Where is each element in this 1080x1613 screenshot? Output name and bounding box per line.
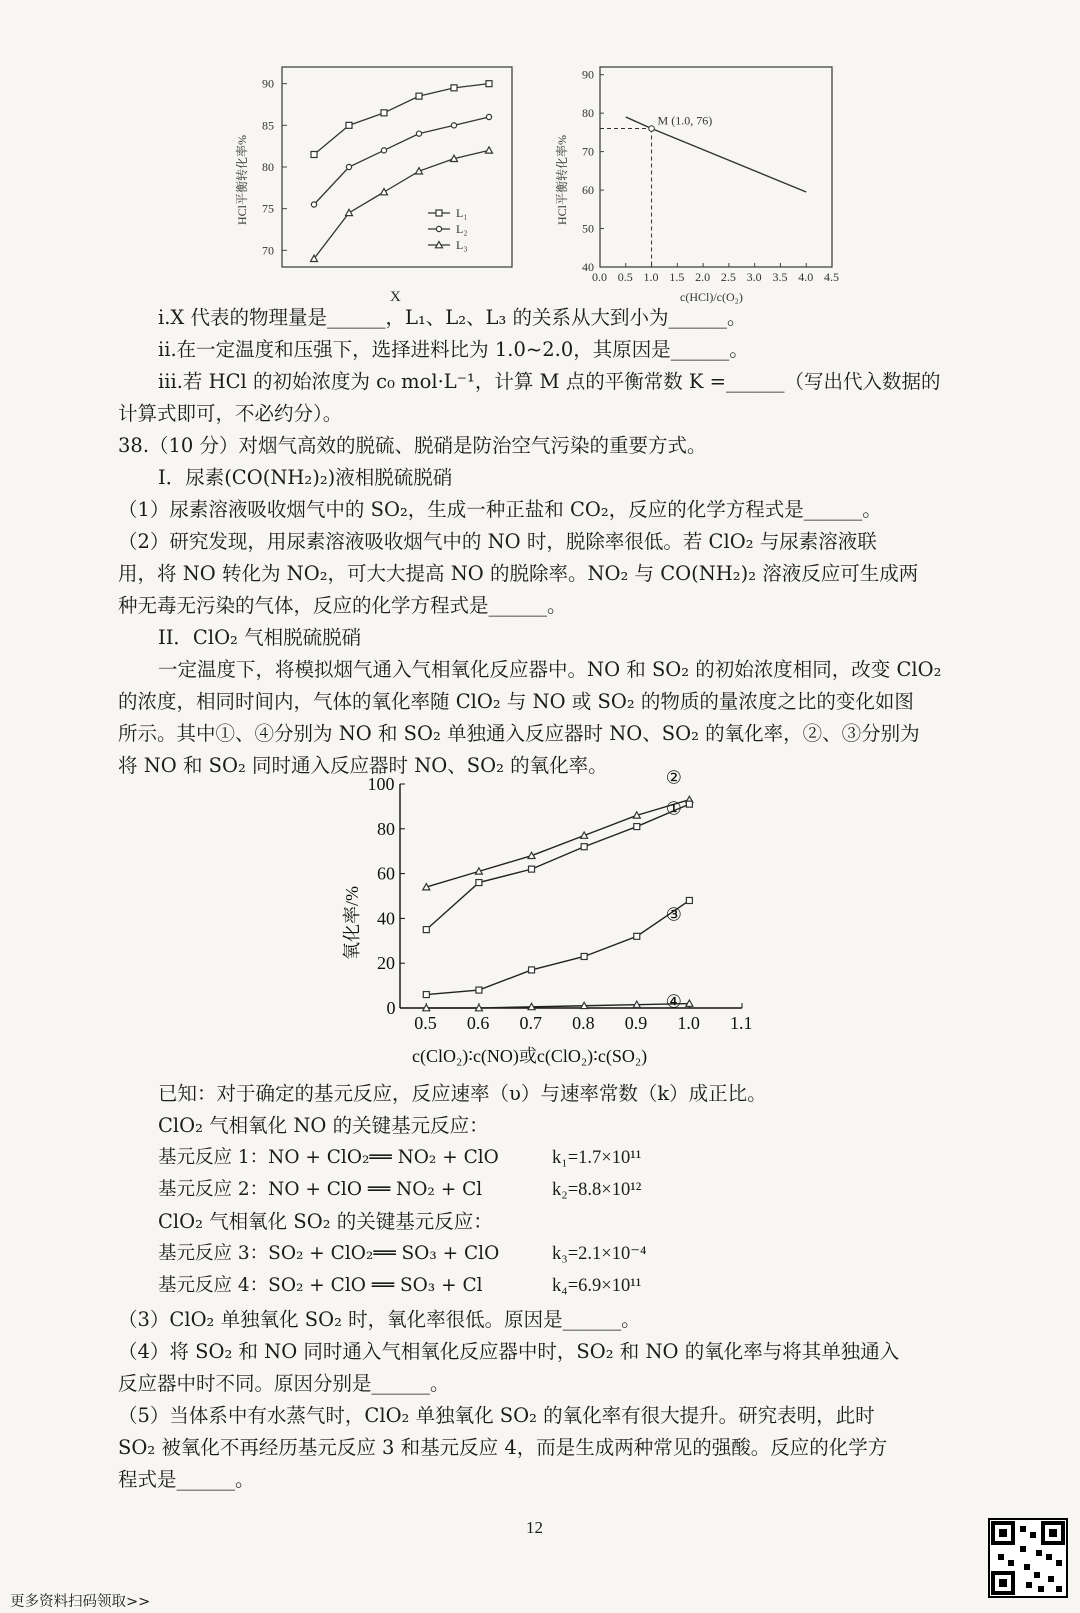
chart3-data-point <box>529 967 535 973</box>
chart1-data-point <box>346 209 353 215</box>
chart2-xtick-label: 3.5 <box>772 270 788 284</box>
chart1-legend-marker <box>436 210 442 216</box>
chart1-data-point <box>381 110 387 116</box>
chart1-data-point <box>486 147 493 153</box>
chart1-data-point <box>451 123 456 128</box>
chart3-ytick-label: 60 <box>377 863 395 884</box>
chart1-legend-marker <box>436 226 441 231</box>
chart3-data-point <box>423 992 429 998</box>
chart2-ytick-label: 80 <box>582 106 594 121</box>
chart1-data-point <box>486 81 492 87</box>
chart2-ytick-label: 50 <box>582 221 594 236</box>
chart3-xtick-label: 0.6 <box>466 1013 490 1033</box>
chart3-ytick-label: 100 <box>367 774 395 794</box>
chart1-legend-label: L₃ <box>456 238 468 252</box>
chart3-series-label: ① <box>665 798 682 819</box>
chart2-ytick-label: 40 <box>582 260 594 274</box>
chart1-legend-label: L₁ <box>456 206 468 220</box>
chart3-ytick-label: 80 <box>377 818 395 839</box>
chart3-ylabel: 氧化率/% <box>342 886 362 960</box>
chart1-xlabel: X <box>390 289 401 305</box>
chart3-data-point <box>529 866 535 872</box>
description-line1: 一定温度下，将模拟烟气通入气相氧化反应器中。NO 和 SO₂ 的初始浓度相同，改变 ClO₂ <box>158 658 942 681</box>
description-line3: 所示。其中①、④分别为 NO 和 SO₂ 单独通入反应器时 NO、SO₂ 的氧化率，②、③分别为 <box>118 722 920 745</box>
chart3-ytick-label: 40 <box>377 908 395 929</box>
chart2-xtick-label: 1.0 <box>643 270 659 284</box>
question-ii: ii.在一定温度和压强下，选择进料比为 1.0~2.0，其原因是______。 <box>158 338 749 361</box>
chart3-xtick-label: 0.5 <box>414 1013 437 1033</box>
chart2-point-m <box>649 126 655 132</box>
chart2-xtick-label: 0.0 <box>592 270 607 284</box>
chart3-data-point <box>686 897 692 903</box>
chart2-xtick-label: 2.0 <box>695 270 711 284</box>
chart1-data-point <box>346 164 351 169</box>
reaction-1: 基元反应 1：NO + ClO₂══ NO₂ + ClO <box>158 1147 499 1168</box>
chart2-xtick-label: 4.0 <box>798 270 814 284</box>
chart3-series-label: ② <box>665 770 682 788</box>
chart2-annotation-m: M (1.0, 76) <box>657 113 713 128</box>
reaction-4: 基元反应 4：SO₂ + ClO ══ SO₃ + Cl <box>158 1275 483 1296</box>
k2-value: k₂=8.8×10¹² <box>552 1180 642 1200</box>
part-5-line1: （5）当体系中有水蒸气时，ClO₂ 单独氧化 SO₂ 的氧化率有很大提升。研究表明，此时 <box>118 1404 875 1427</box>
part-4-line2: 反应器中时不同。原因分别是______。 <box>118 1372 450 1395</box>
chart3-data-point <box>581 953 587 959</box>
footer-scan-link[interactable]: 更多资料扫码领取>> <box>10 1594 151 1610</box>
chart3-xtick-label: 1.0 <box>677 1013 700 1033</box>
no-reaction-title: ClO₂ 气相氧化 NO 的关键基元反应： <box>158 1114 489 1137</box>
chart1-data-point <box>311 202 316 207</box>
chart3-data-point <box>581 844 587 850</box>
chart3-series-line <box>426 800 689 887</box>
chart1-data-point <box>416 93 422 99</box>
part-4-line1: （4）将 SO₂ 和 NO 同时通入气相氧化反应器中时，SO₂ 和 NO 的氧化率与将其单独通入 <box>118 1340 900 1363</box>
k3-value: k₃=2.1×10⁻⁴ <box>552 1244 647 1264</box>
question-38-title: 38.（10 分）对烟气高效的脱硫、脱硝是防治空气污染的重要方式。 <box>118 434 707 457</box>
chart1-ytick-label: 85 <box>262 118 274 133</box>
description-line2: 的浓度，相同时间内，气体的氧化率随 ClO₂ 与 NO 或 SO₂ 的物质的量浓度之比的变化如图 <box>118 690 914 713</box>
chart-oxidation-rate <box>330 770 760 1070</box>
chart1-data-point <box>451 85 457 91</box>
chart3-data-point <box>476 880 482 886</box>
chart2-xtick-label: 0.5 <box>617 270 633 284</box>
question-iii-line2: 计算式即可，不必约分）。 <box>118 402 343 425</box>
k1-value: k₁=1.7×10¹¹ <box>552 1148 642 1168</box>
chart1-data-point <box>381 148 386 153</box>
question-iii-line1: iii.若 HCl 的初始浓度为 c₀ mol·L⁻¹，计算 M 点的平衡常数 K =______（写出代入数据的 <box>158 370 941 393</box>
chart1-data-point <box>486 114 491 119</box>
chart3-series-label: ③ <box>665 904 682 925</box>
chart1-series-line <box>314 117 489 205</box>
chart1-ytick-label: 80 <box>262 160 274 174</box>
chart2-ylabel: HCl平衡转化率% <box>555 134 569 225</box>
chart2-ytick-label: 70 <box>582 144 594 159</box>
part-2-line1: （2）研究发现，用尿素溶液吸收烟气中的 NO 时，脱除率很低。若 ClO₂ 与尿素溶液联 <box>118 530 877 553</box>
so2-reaction-title: ClO₂ 气相氧化 SO₂ 的关键基元反应： <box>158 1210 493 1233</box>
section-2-title: II．ClO₂ 气相脱硫脱硝 <box>158 626 362 649</box>
chart3-xtick-label: 0.9 <box>624 1013 648 1033</box>
chart2-ytick-label: 60 <box>582 183 594 198</box>
chart3-data-point <box>476 987 482 993</box>
chart3-data-point <box>634 933 640 939</box>
reaction-3: 基元反应 3：SO₂ + ClO₂══ SO₃ + ClO <box>158 1243 500 1264</box>
chart2-xtick-label: 2.5 <box>720 270 736 284</box>
part-2-line2: 用，将 NO 转化为 NO₂，可大大提高 NO 的脱除率。NO₂ 与 CO(NH₂)₂ 溶液反应可生成两 <box>118 562 919 585</box>
reaction-2: 基元反应 2：NO + ClO ══ NO₂ + Cl <box>158 1179 483 1200</box>
part-3: （3）ClO₂ 单独氧化 SO₂ 时，氧化率很低。原因是______。 <box>118 1308 641 1331</box>
chart3-ytick-label: 0 <box>386 998 396 1018</box>
chart3-series-line <box>426 804 689 929</box>
chart2-xtick-label: 4.5 <box>824 270 839 284</box>
chart3-xtick-label: 0.7 <box>519 1013 543 1033</box>
chart2-xtick-label: 1.5 <box>669 270 685 284</box>
chart3-data-point <box>634 824 640 830</box>
chart2-ytick-label: 90 <box>582 67 594 82</box>
chart1-ytick-label: 70 <box>262 243 274 258</box>
question-i: i.X 代表的物理量是______，L₁、L₂、L₃ 的关系从大到小为______。 <box>158 306 747 329</box>
section-1-title: I．尿素(CO(NH₂)₂)液相脱硫脱硝 <box>158 466 453 489</box>
chart-hcl-vs-ratio <box>548 55 858 310</box>
chart1-ylabel: HCl平衡转化率% <box>235 134 249 225</box>
qr-code-icon[interactable] <box>988 1518 1068 1598</box>
part-1: （1）尿素溶液吸收烟气中的 SO₂，生成一种正盐和 CO₂，反应的化学方程式是______。 <box>118 498 882 521</box>
chart1-data-point <box>311 152 317 158</box>
k4-value: k₄=6.9×10¹¹ <box>552 1276 642 1296</box>
chart3-xtick-label: 1.1 <box>730 1013 753 1033</box>
page-number: 12 <box>526 1518 543 1537</box>
chart3-ytick-label: 20 <box>377 953 395 974</box>
chart1-data-point <box>416 131 421 136</box>
description-line4: 将 NO 和 SO₂ 同时通入反应器时 NO、SO₂ 的氧化率。 <box>118 754 608 777</box>
chart1-data-point <box>381 189 388 195</box>
chart3-series-label: ④ <box>665 991 682 1012</box>
chart1-ytick-label: 75 <box>262 201 274 216</box>
chart1-ytick-label: 90 <box>262 76 274 91</box>
part-5-line2: SO₂ 被氧化不再经历基元反应 3 和基元反应 4，而是生成两种常见的强酸。反应的化学方 <box>118 1436 888 1459</box>
chart2-xlabel: c(HCl)/c(O₂) <box>680 290 743 304</box>
chart1-series-line <box>314 84 489 155</box>
chart3-data-point <box>423 927 429 933</box>
part-5-line3: 程式是______。 <box>118 1468 255 1491</box>
chart2-xtick-label: 3.0 <box>746 270 762 284</box>
chart-hcl-vs-x <box>228 55 528 305</box>
chart3-xlabel: c(ClO₂)∶c(NO)或c(ClO₂)∶c(SO₂) <box>412 1046 648 1066</box>
chart3-series-line <box>426 900 689 994</box>
chart3-xtick-label: 0.8 <box>572 1013 595 1033</box>
chart1-data-point <box>346 122 352 128</box>
part-2-line3: 种无毒无污染的气体，反应的化学方程式是______。 <box>118 594 567 617</box>
chart3-data-point <box>686 801 692 807</box>
chart1-legend-label: L₂ <box>456 222 468 236</box>
known-statement: 已知：对于确定的基元反应，反应速率（υ）与速率常数（k）成正比。 <box>158 1082 767 1105</box>
